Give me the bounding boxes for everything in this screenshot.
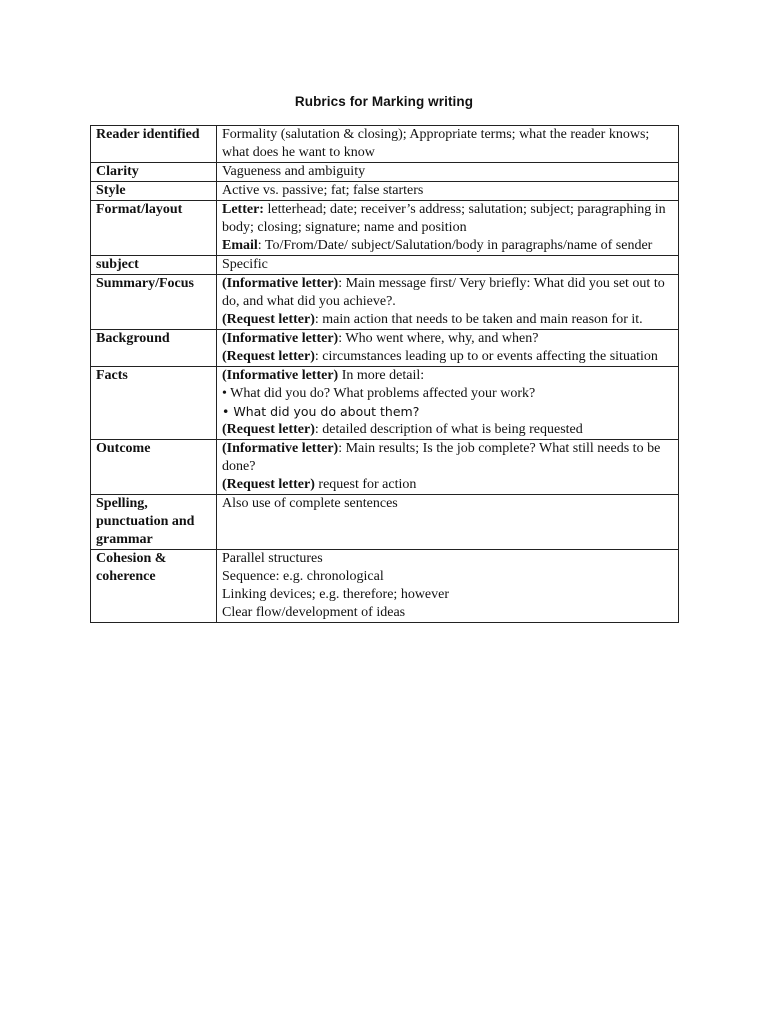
description-text: Clear flow/development of ideas — [222, 605, 406, 620]
description-cell — [217, 330, 679, 367]
description-text: Formality (salutation & closing); Appropriate terms; what the reader knows; what does he want to know — [222, 127, 650, 160]
rubric-row — [91, 182, 679, 201]
description-cell — [217, 182, 679, 201]
description-line — [222, 385, 676, 403]
description-cell — [217, 550, 679, 623]
rubric-row — [91, 256, 679, 275]
description-cell — [217, 495, 679, 550]
rubric-table — [90, 125, 679, 623]
description-line — [222, 495, 676, 513]
description-text: : detailed description of what is being requested — [314, 422, 583, 437]
rubric-row — [91, 275, 679, 330]
letter-type-label: (Request letter) — [222, 477, 315, 492]
description-line — [222, 550, 676, 568]
criterion-cell: Background — [91, 330, 217, 367]
rubric-row — [91, 495, 679, 550]
description-text: : To/From/Date/ subject/Salutation/body in paragraphs/name of sender — [257, 238, 653, 253]
description-text: letterhead; date; receiver’s address; salutation; subject; paragraphing in body; closing; signature; name and position — [222, 202, 666, 235]
criterion-cell: Outcome — [91, 440, 217, 495]
criterion-cell: Spelling, punctuation and grammar — [91, 495, 217, 550]
description-cell — [217, 440, 679, 495]
description-line — [222, 348, 676, 366]
letter-type-label: (Request letter) — [222, 422, 315, 437]
description-text: request for action — [314, 477, 417, 492]
criterion-cell: Format/layout — [91, 201, 217, 256]
description-line — [222, 421, 676, 439]
description-line — [222, 275, 676, 311]
letter-type-label: (Informative letter) — [222, 441, 339, 456]
letter-type-label: (Informative letter) — [222, 368, 339, 383]
description-line — [222, 586, 676, 604]
rubric-row — [91, 440, 679, 495]
letter-type-label: Letter: — [222, 202, 264, 217]
letter-type-label: (Informative letter) — [222, 331, 339, 346]
description-text: : circumstances leading up to or events affecting the situation — [314, 349, 658, 364]
description-line — [222, 201, 676, 237]
description-text: : Who went where, why, and when? — [338, 331, 539, 346]
criterion-cell: Summary/Focus — [91, 275, 217, 330]
description-text: Sequence: e.g. chronological — [222, 569, 384, 584]
document-title: Rubrics for Marking writing — [294, 94, 474, 109]
criterion-cell: Cohesion & coherence — [91, 550, 217, 623]
description-text: : main action that needs to be taken and main reason for it. — [314, 312, 643, 327]
description-text: Active vs. passive; fat; false starters — [222, 183, 424, 198]
rubric-row — [91, 201, 679, 256]
description-line — [222, 256, 676, 274]
description-text: : Main message first/ Very briefly: What did you set out to do, and what did you achieve?. — [222, 276, 665, 309]
description-line — [222, 330, 676, 348]
criterion-cell: subject — [91, 256, 217, 275]
criterion-cell: Clarity — [91, 163, 217, 182]
letter-type-label: (Request letter) — [222, 349, 315, 364]
description-line — [222, 476, 676, 494]
description-cell — [217, 201, 679, 256]
rubric-row — [91, 550, 679, 623]
description-line — [222, 163, 676, 181]
description-text: Vagueness and ambiguity — [222, 164, 366, 179]
description-text: Parallel structures — [222, 551, 323, 566]
description-text: : Main results; Is the job complete? What still needs to be done? — [222, 441, 661, 474]
letter-type-label: Email — [222, 238, 258, 253]
letter-type-label: (Informative letter) — [222, 276, 339, 291]
description-line — [222, 604, 676, 622]
rubric-row — [91, 367, 679, 440]
description-cell — [217, 275, 679, 330]
description-line — [222, 237, 676, 255]
rubric-row — [91, 330, 679, 367]
criterion-cell: Style — [91, 182, 217, 201]
rubric-row — [91, 163, 679, 182]
criterion-cell: Reader identified — [91, 126, 217, 163]
description-line — [222, 367, 676, 385]
description-text: • What did you do about them? — [222, 404, 420, 419]
rubric-row — [91, 126, 679, 163]
description-text: Linking devices; e.g. therefore; however — [222, 587, 450, 602]
letter-type-label: (Request letter) — [222, 312, 315, 327]
description-line — [222, 440, 676, 476]
description-cell — [217, 367, 679, 440]
description-cell — [217, 163, 679, 182]
description-line — [222, 182, 676, 200]
criterion-cell: Facts — [91, 367, 217, 440]
rubric-table-body — [91, 126, 679, 623]
description-line — [222, 126, 676, 162]
description-text: Also use of complete sentences — [222, 496, 398, 511]
description-line — [222, 568, 676, 586]
description-line — [222, 311, 676, 329]
description-cell — [217, 256, 679, 275]
description-text: • What did you do? What problems affected your work? — [222, 386, 536, 401]
description-cell — [217, 126, 679, 163]
description-line — [222, 403, 676, 421]
description-text: Specific — [222, 257, 268, 272]
description-text: In more detail: — [338, 368, 425, 383]
